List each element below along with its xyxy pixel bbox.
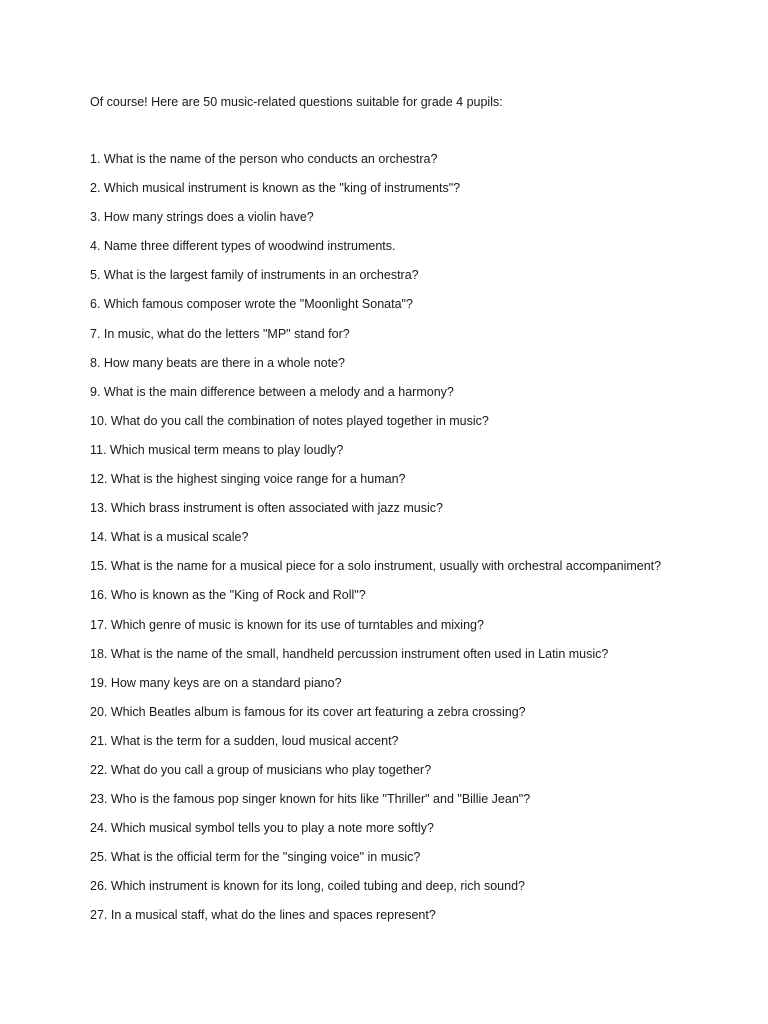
question-item: 16. Who is known as the "King of Rock and Roll"? bbox=[90, 588, 366, 603]
question-item: 18. What is the name of the small, handheld percussion instrument often used in Latin music? bbox=[90, 646, 609, 661]
question-item: 26. Which instrument is known for its long, coiled tubing and deep, rich sound? bbox=[90, 879, 525, 894]
question-item: 7. In music, what do the letters "MP" stand for? bbox=[90, 326, 350, 341]
question-item: 23. Who is the famous pop singer known for hits like "Thriller" and "Billie Jean"? bbox=[90, 792, 531, 807]
question-item: 13. Which brass instrument is often associated with jazz music? bbox=[90, 501, 443, 516]
question-item: 20. Which Beatles album is famous for its cover art featuring a zebra crossing? bbox=[90, 704, 526, 719]
question-item: 5. What is the largest family of instruments in an orchestra? bbox=[90, 268, 419, 283]
question-item: 24. Which musical symbol tells you to play a note more softly? bbox=[90, 821, 434, 836]
question-item: 25. What is the official term for the "singing voice" in music? bbox=[90, 850, 421, 865]
question-item: 22. What do you call a group of musicians who play together? bbox=[90, 762, 432, 777]
question-item: 12. What is the highest singing voice range for a human? bbox=[90, 472, 406, 487]
question-item: 27. In a musical staff, what do the lines and spaces represent? bbox=[90, 908, 436, 923]
question-item: 17. Which genre of music is known for its use of turntables and mixing? bbox=[90, 617, 484, 632]
question-item: 1. What is the name of the person who conducts an orchestra? bbox=[90, 152, 438, 166]
question-item: 14. What is a musical scale? bbox=[90, 530, 249, 545]
question-item: 4. Name three different types of woodwind instruments. bbox=[90, 239, 396, 254]
intro-text: Of course! Here are 50 music-related questions suitable for grade 4 pupils: bbox=[90, 95, 503, 109]
question-item: 19. How many keys are on a standard piano? bbox=[90, 675, 342, 690]
question-list bbox=[90, 150, 661, 936]
question-item: 6. Which famous composer wrote the "Moonlight Sonata"? bbox=[90, 297, 413, 312]
question-item: 9. What is the main difference between a melody and a harmony? bbox=[90, 384, 454, 399]
question-item: 10. What do you call the combination of notes played together in music? bbox=[90, 413, 489, 428]
question-item: 21. What is the term for a sudden, loud musical accent? bbox=[90, 733, 399, 748]
question-item: 2. Which musical instrument is known as the "king of instruments"? bbox=[90, 181, 461, 196]
question-item: 8. How many beats are there in a whole note? bbox=[90, 355, 346, 370]
question-item: 15. What is the name for a musical piece for a solo instrument, usually with orchestral accompaniment? bbox=[90, 559, 662, 574]
question-item: 11. Which musical term means to play loudly? bbox=[90, 442, 344, 457]
question-item: 3. How many strings does a violin have? bbox=[90, 210, 314, 225]
